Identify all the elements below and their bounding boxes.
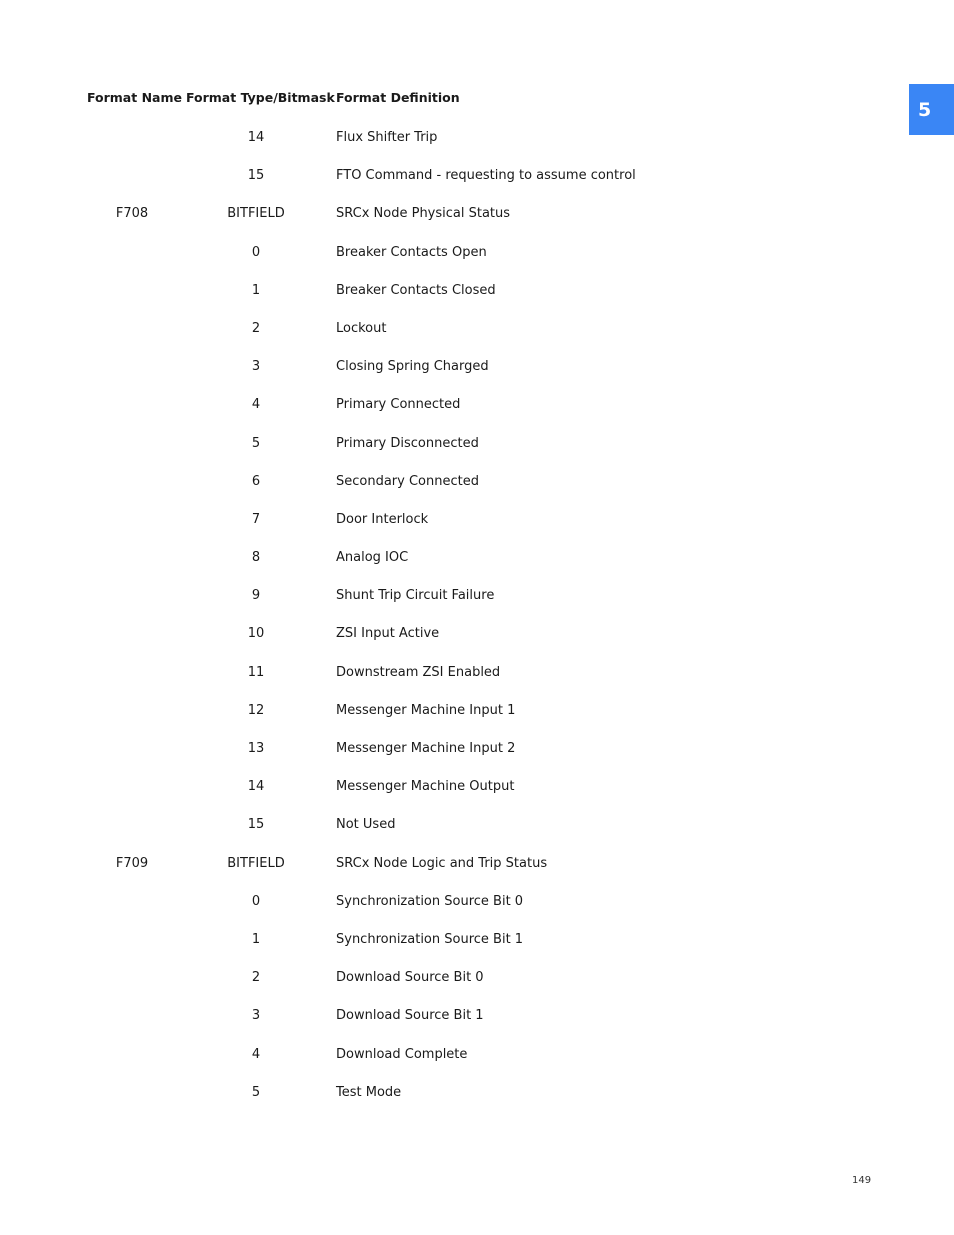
format-definition-cell: Breaker Contacts Open (336, 244, 487, 260)
format-definition-cell: Breaker Contacts Closed (336, 282, 496, 298)
format-definition-cell: Lockout (336, 320, 387, 336)
format-type-cell: 14 (247, 130, 265, 145)
format-type-cell: 11 (247, 664, 265, 680)
table-row (0, 235, 954, 273)
header-format-definition: Format Definition (336, 90, 460, 105)
format-type-cell: 4 (251, 397, 261, 413)
format-definition-cell: SRCx Node Logic and Trip Status (336, 855, 548, 871)
format-type-cell: BITFIELD (227, 855, 285, 871)
table-row (0, 196, 954, 234)
format-definition-cell: Secondary Connected (336, 473, 479, 489)
format-definition-cell: SRCx Node Physical Status (336, 206, 511, 222)
format-type-cell: 14 (247, 779, 265, 795)
table-row (0, 387, 954, 425)
format-definition-cell: Shunt Trip Circuit Failure (336, 588, 495, 604)
table-row (0, 1037, 954, 1075)
format-type-cell: 5 (251, 435, 261, 451)
format-definition-cell: Synchronization Source Bit 1 (336, 931, 524, 947)
table-header (0, 90, 954, 110)
format-definition-cell: Downstream ZSI Enabled (336, 664, 501, 680)
page-number: 149 (852, 1175, 872, 1186)
format-type-cell: 4 (251, 1046, 261, 1062)
table-row (0, 273, 954, 311)
format-definition-cell: Synchronization Source Bit 0 (336, 893, 524, 909)
table-row (0, 464, 954, 502)
format-definition-cell: Messenger Machine Output (336, 779, 515, 795)
table-row (0, 769, 954, 807)
table-row (0, 960, 954, 998)
format-definition-cell: Messenger Machine Input 2 (336, 741, 516, 756)
table-row (0, 846, 954, 884)
table-row (0, 884, 954, 922)
format-definition-cell: Primary Disconnected (336, 435, 479, 451)
format-type-cell: 1 (251, 931, 261, 947)
table-row (0, 807, 954, 845)
format-definition-cell: Door Interlock (336, 511, 429, 527)
format-type-cell: 12 (247, 702, 265, 718)
format-definition-cell: Messenger Machine Input 1 (336, 702, 516, 718)
table-row (0, 616, 954, 654)
format-type-cell: 2 (251, 970, 261, 986)
format-type-cell: 8 (251, 550, 261, 566)
format-name-cell: F709 (115, 855, 149, 871)
format-type-cell: 7 (251, 511, 261, 527)
table-row (0, 693, 954, 731)
table-row (0, 426, 954, 464)
format-definition-cell: Not Used (336, 817, 396, 833)
table-body (0, 120, 954, 1113)
format-type-cell: 15 (247, 168, 265, 184)
table-row (0, 1075, 954, 1113)
table-row (0, 922, 954, 960)
format-definition-cell: ZSI Input Active (336, 626, 440, 642)
format-type-cell: 15 (247, 817, 265, 833)
table-row (0, 655, 954, 693)
format-type-cell: 3 (251, 359, 261, 375)
format-type-cell: 5 (251, 1084, 261, 1100)
format-definition-cell: Download Source Bit 0 (336, 970, 484, 986)
format-type-cell: BITFIELD (227, 206, 285, 222)
format-definition-cell: Download Complete (336, 1046, 468, 1062)
format-definition-cell: Primary Connected (336, 397, 461, 413)
format-type-cell: 6 (251, 473, 261, 489)
table-row (0, 158, 954, 196)
table-row (0, 540, 954, 578)
format-type-cell: 0 (251, 893, 261, 909)
format-definition-cell: Analog IOC (336, 550, 409, 566)
table-row (0, 578, 954, 616)
format-name-cell: F708 (115, 206, 149, 222)
table-row (0, 731, 954, 769)
table-row (0, 120, 954, 158)
format-definition-cell: Closing Spring Charged (336, 359, 489, 375)
chapter-tab: 5 (909, 84, 954, 135)
format-type-cell: 13 (247, 741, 265, 756)
table-row (0, 502, 954, 540)
table-row (0, 311, 954, 349)
format-definition-cell: Flux Shifter Trip (336, 130, 438, 145)
format-type-cell: 3 (251, 1008, 261, 1024)
table-row (0, 998, 954, 1036)
header-format-name: Format Name (87, 90, 182, 105)
format-type-cell: 9 (251, 588, 261, 604)
format-type-cell: 10 (247, 626, 265, 642)
format-type-cell: 2 (251, 320, 261, 336)
table-row (0, 349, 954, 387)
format-type-cell: 1 (251, 282, 261, 298)
header-format-type: Format Type/Bitmask (186, 90, 335, 105)
format-definition-cell: Test Mode (336, 1084, 402, 1100)
format-definition-cell: Download Source Bit 1 (336, 1008, 484, 1024)
format-definition-cell: FTO Command - requesting to assume control (336, 168, 636, 184)
format-type-cell: 0 (251, 244, 261, 260)
